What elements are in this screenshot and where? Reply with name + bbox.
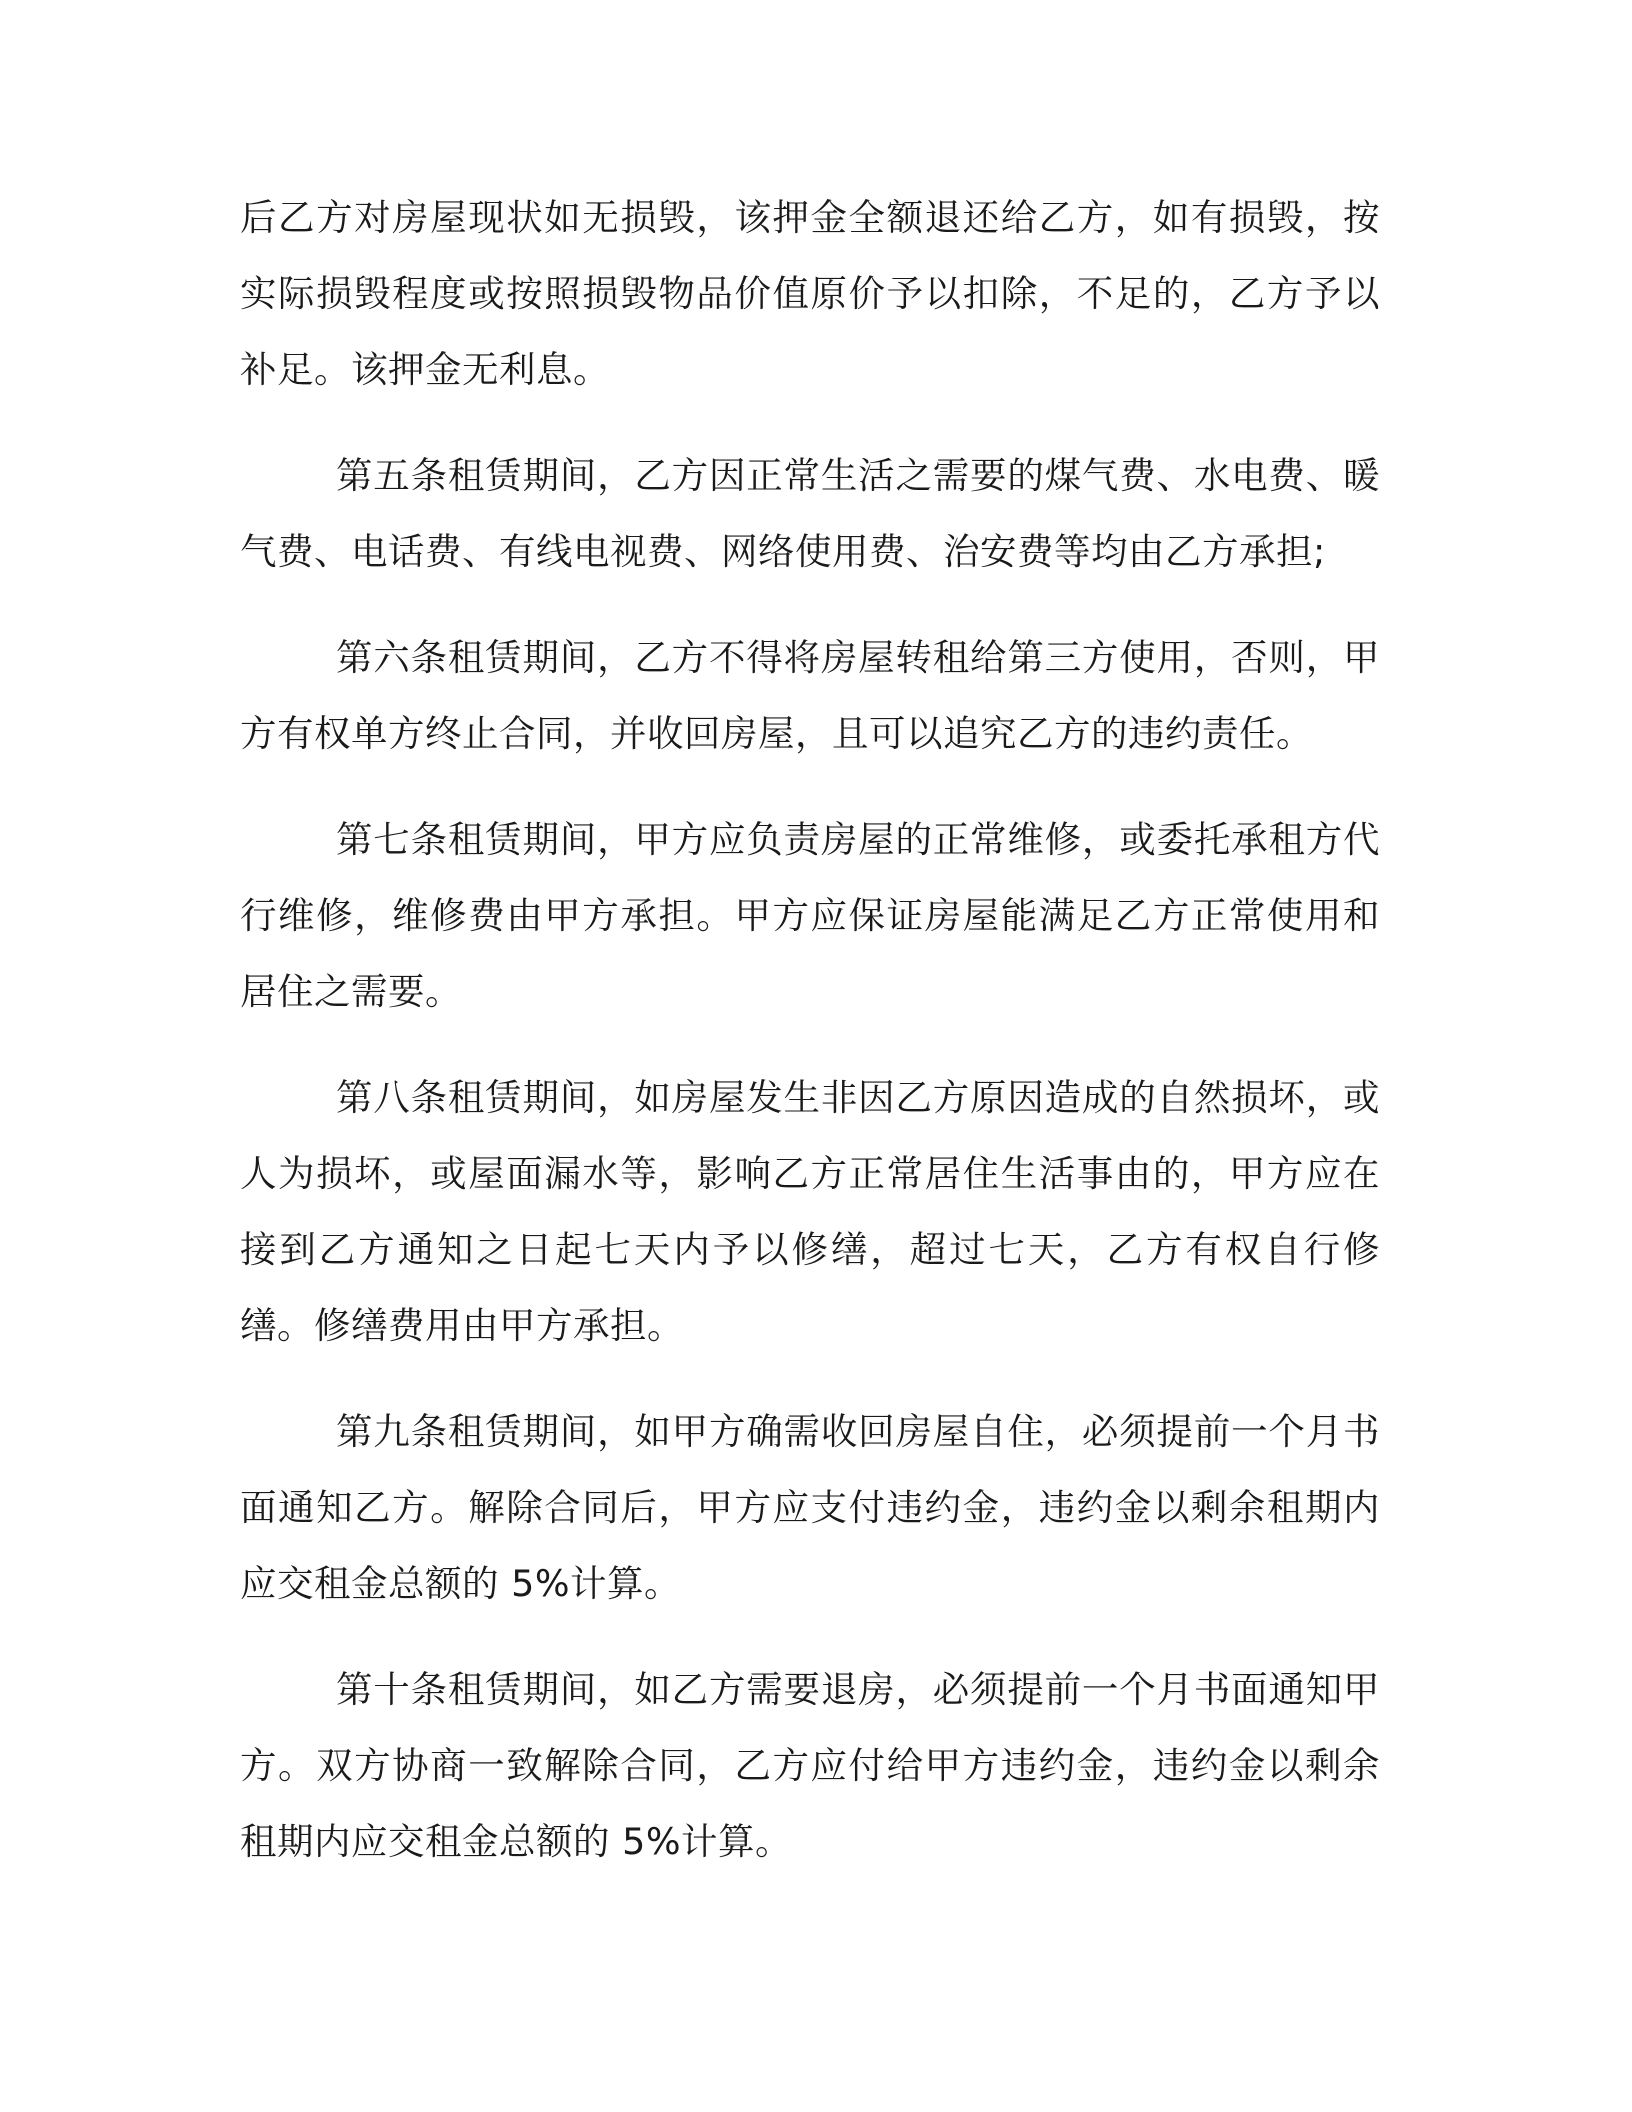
paragraph-continuation: 后乙方对房屋现状如无损毁，该押金全额退还给乙方，如有损毁，按实际损毁程度或按照损毁物品价值原价予以扣除，不足的，乙方予以补足。该押金无利息。 (240, 196, 1380, 391)
document-body (240, 180, 1380, 1880)
paragraph-article-8: 第八条租赁期间，如房屋发生非因乙方原因造成的自然损坏，或人为损坏，或屋面漏水等，影响乙方正常居住生活事由的，甲方应在接到乙方通知之日起七天内予以修缮，超过七天，乙方有权自行修缮。修缮费用由甲方承担。 (240, 1076, 1380, 1347)
paragraph-article-7: 第七条租赁期间，甲方应负责房屋的正常维修，或委托承租方代行维修，维修费由甲方承担。甲方应保证房屋能满足乙方正常使用和居住之需要。 (240, 818, 1380, 1013)
paragraph-article-6: 第六条租赁期间，乙方不得将房屋转租给第三方使用，否则，甲方有权单方终止合同，并收回房屋，且可以追究乙方的违约责任。 (240, 636, 1380, 755)
paragraph-article-10: 第十条租赁期间，如乙方需要退房，必须提前一个月书面通知甲方。双方协商一致解除合同，乙方应付给甲方违约金，违约金以剩余租期内应交租金总额的 5%计算。 (240, 1668, 1380, 1863)
paragraph-article-5: 第五条租赁期间，乙方因正常生活之需要的煤气费、水电费、暖气费、电话费、有线电视费、网络使用费、治安费等均由乙方承担; (240, 454, 1380, 573)
paragraph-article-9: 第九条租赁期间，如甲方确需收回房屋自住，必须提前一个月书面通知乙方。解除合同后，甲方应支付违约金，违约金以剩余租期内应交租金总额的 5%计算。 (240, 1410, 1380, 1605)
